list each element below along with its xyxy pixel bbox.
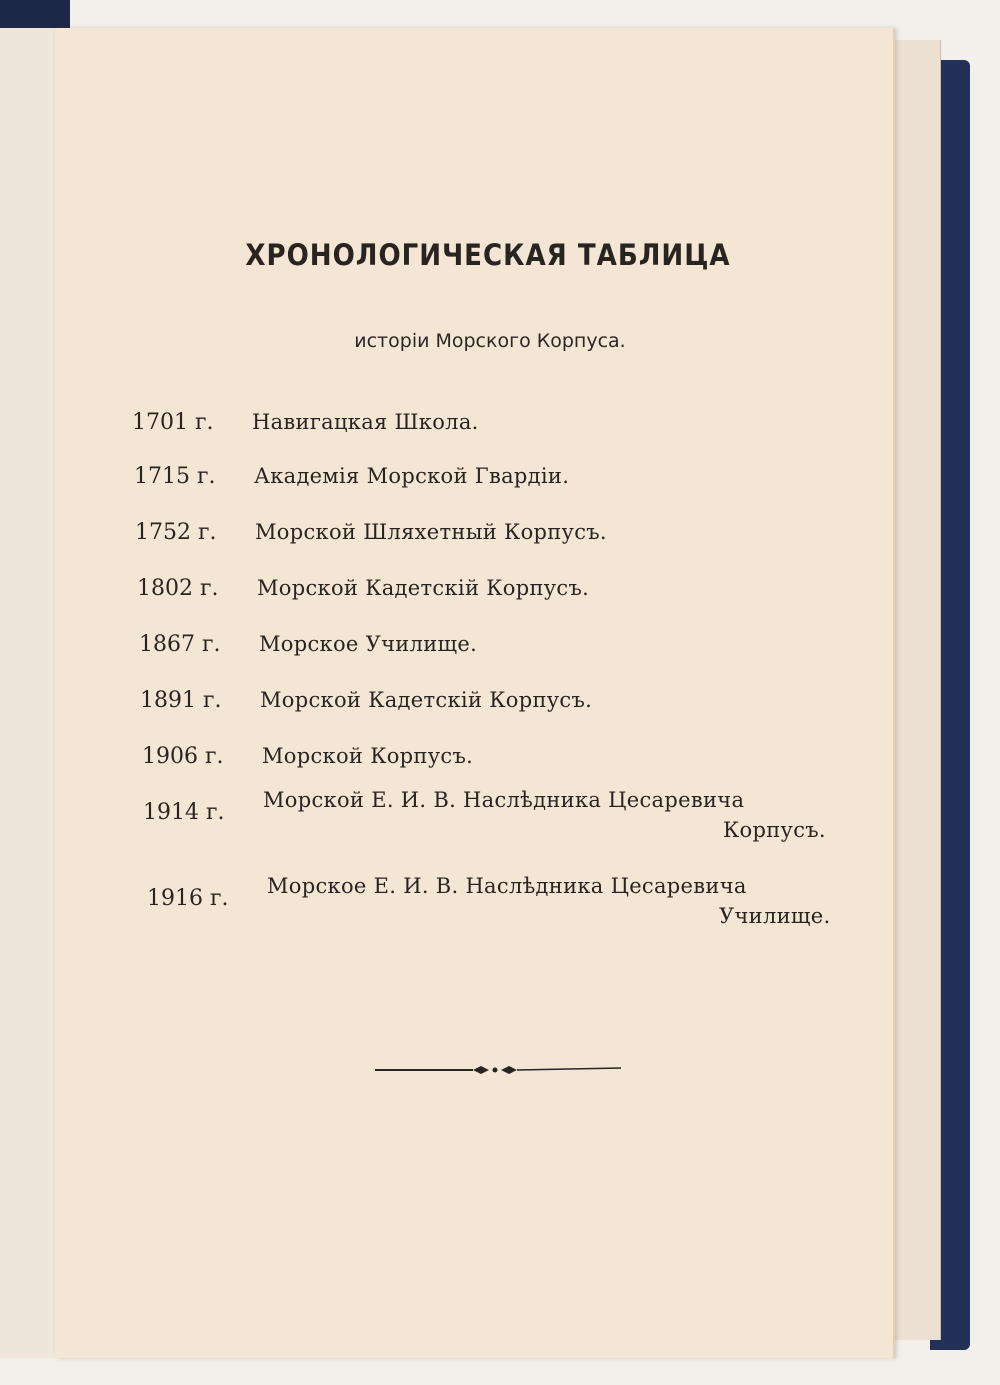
row-name: Морской Кадетскій Корпусъ.: [257, 576, 590, 600]
row-year: 1867 г.: [139, 632, 221, 657]
row-name: Морской Е. И. В. Наслѣдника Цесаревича: [263, 788, 745, 812]
row-year: 1891 г.: [140, 688, 222, 713]
row-year: 1715 г.: [134, 464, 216, 489]
row-name: Морской Корпусъ.: [262, 744, 474, 768]
row-name: Навигацкая Школа.: [252, 410, 479, 434]
row-year: 1906 г.: [142, 744, 224, 769]
page-title: ХРОНОЛОГИЧЕСКАЯ ТАБЛИЦА: [245, 238, 731, 272]
row-name: Морское Е. И. В. Наслѣдника Цесаревича: [267, 874, 747, 898]
ornament-divider: [373, 1060, 623, 1080]
row-name: Морской Кадетскій Корпусъ.: [260, 688, 593, 712]
row-name: Морское Училище.: [259, 632, 478, 656]
row-year: 1802 г.: [137, 576, 219, 601]
row-year: 1916 г.: [147, 886, 229, 911]
row-year: 1752 г.: [135, 520, 217, 545]
row-year: 1701 г.: [132, 410, 214, 435]
row-year: 1914 г.: [143, 800, 225, 825]
row-name-continuation: Корпусъ.: [723, 818, 826, 842]
page-subtitle: исторіи Морского Корпуса.: [354, 330, 626, 352]
facing-page: [0, 28, 63, 1358]
row-name: Морской Шляхетный Корпусъ.: [255, 520, 607, 544]
book-page: [55, 28, 895, 1358]
row-name: Академія Морской Гвардіи.: [254, 464, 570, 488]
row-name-continuation: Училище.: [719, 904, 831, 928]
